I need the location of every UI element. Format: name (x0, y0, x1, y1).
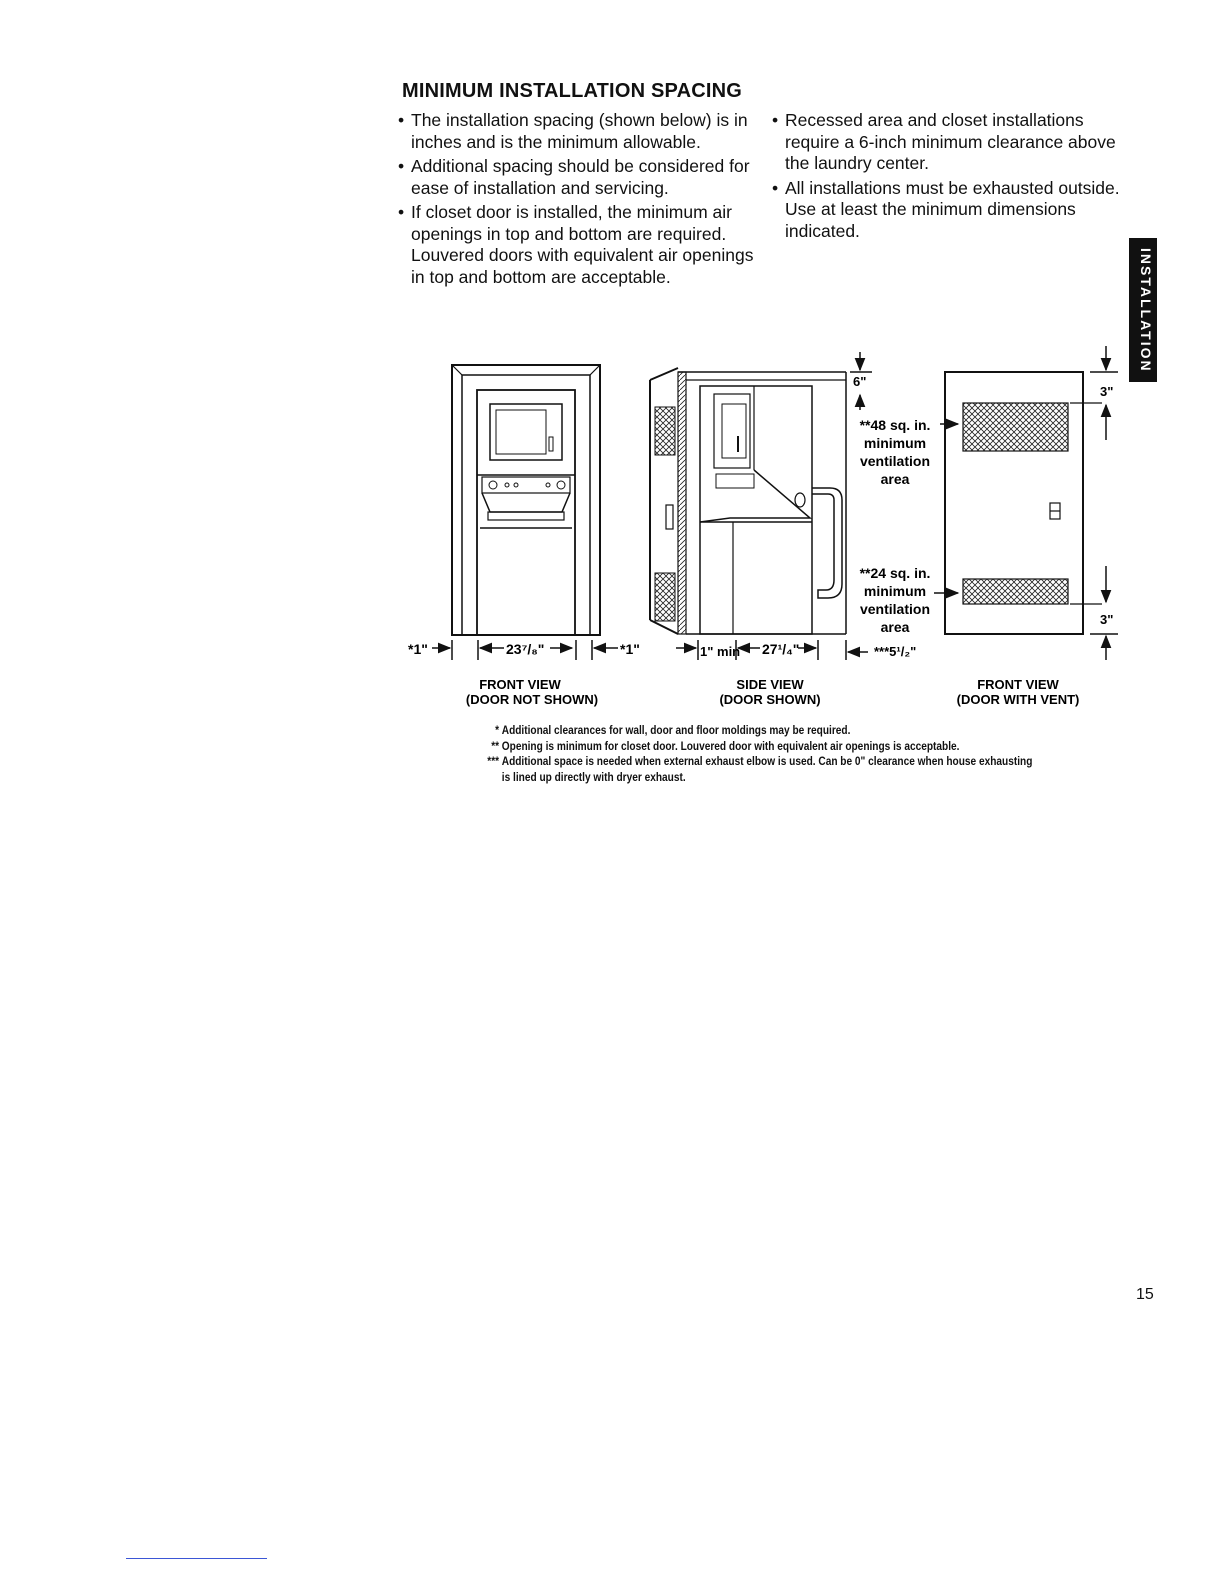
footnote-text: Additional clearances for wall, door and floor moldings may be required. (501, 725, 851, 737)
vent-top-line: area (880, 471, 910, 487)
footnote-text: Opening is minimum for closet door. Louvered door with equivalent air openings is acceptable. (501, 740, 960, 753)
dim-front-width: 23⁷/₈" (506, 641, 545, 657)
side-view-drawing (650, 368, 846, 634)
footnote (478, 755, 1041, 786)
footnote-text: Additional space is needed when external exhaust elbow is used. Can be 0" clearance when house exhausting is lined up directly with dryer exhaust. (501, 756, 1033, 784)
vent-bottom-line: minimum (863, 583, 927, 599)
bullet-item: • If closet door is installed, the minimum air openings in top and bottom are required. Louvered doors with equivalent air openings in top and bottom are acceptable. (398, 202, 758, 288)
vent-top-label (860, 417, 931, 487)
installation-diagram (0, 0, 1224, 720)
vent-bottom-line: area (880, 619, 910, 635)
caption-front-title: FRONT VIEW (479, 677, 561, 692)
front-vent-view-drawing (945, 372, 1102, 634)
vent-top-line: **48 sq. in. (859, 417, 931, 433)
vent-bottom-line: **24 sq. in. (859, 565, 931, 581)
dim-depth: 27¹/₄" (762, 641, 800, 657)
section-tab-label: INSTALLATION (1138, 247, 1154, 373)
footnotes (478, 724, 1041, 786)
dim-left-gap: *1" (408, 641, 428, 657)
page-number: 15 (1136, 1286, 1154, 1303)
footnote (478, 724, 1041, 740)
footnote-mark: *** (487, 756, 500, 768)
view-captions (466, 677, 1079, 707)
dim-rear-gap: ***5¹/₂" (874, 644, 917, 659)
vent-bottom-line: ventilation (859, 601, 931, 617)
section-title: MINIMUM INSTALLATION SPACING (402, 80, 743, 102)
dimension-lines (432, 346, 1118, 660)
dim-right-gap: *1" (620, 641, 640, 657)
vent-bottom-label (860, 565, 931, 635)
footnote-mark: * (495, 725, 500, 737)
bullet-item: • Recessed area and closet installations require a 6-inch minimum clearance above the laundry center. (772, 110, 1122, 175)
bullet-item: • The installation spacing (shown below) is in inches and is the minimum allowable. (398, 110, 758, 153)
caption-vent-sub: (DOOR WITH VENT) (956, 692, 1080, 707)
dim-side-min: 1" min (700, 644, 741, 659)
footnote-mark: ** (491, 740, 500, 753)
dim-vent-top: 3" (1100, 384, 1114, 399)
vent-top-line: minimum (863, 435, 927, 451)
bullet-item: • All installations must be exhausted outside. Use at least the minimum dimensions indicated. (772, 178, 1122, 243)
caption-vent-title: FRONT VIEW (977, 677, 1059, 692)
front-view-drawing (452, 365, 600, 635)
dim-vent-bottom: 3" (1100, 612, 1114, 627)
dim-top-clearance: 6" (853, 374, 867, 389)
bullet-item: • Additional spacing should be considered for ease of installation and servicing. (398, 156, 758, 199)
bottom-rule (126, 1558, 267, 1559)
caption-side-sub: (DOOR SHOWN) (719, 692, 821, 707)
vent-top-line: ventilation (859, 453, 931, 469)
footnote (478, 740, 1041, 756)
caption-front-sub: (DOOR NOT SHOWN) (465, 692, 599, 707)
caption-side-title: SIDE VIEW (736, 677, 804, 692)
